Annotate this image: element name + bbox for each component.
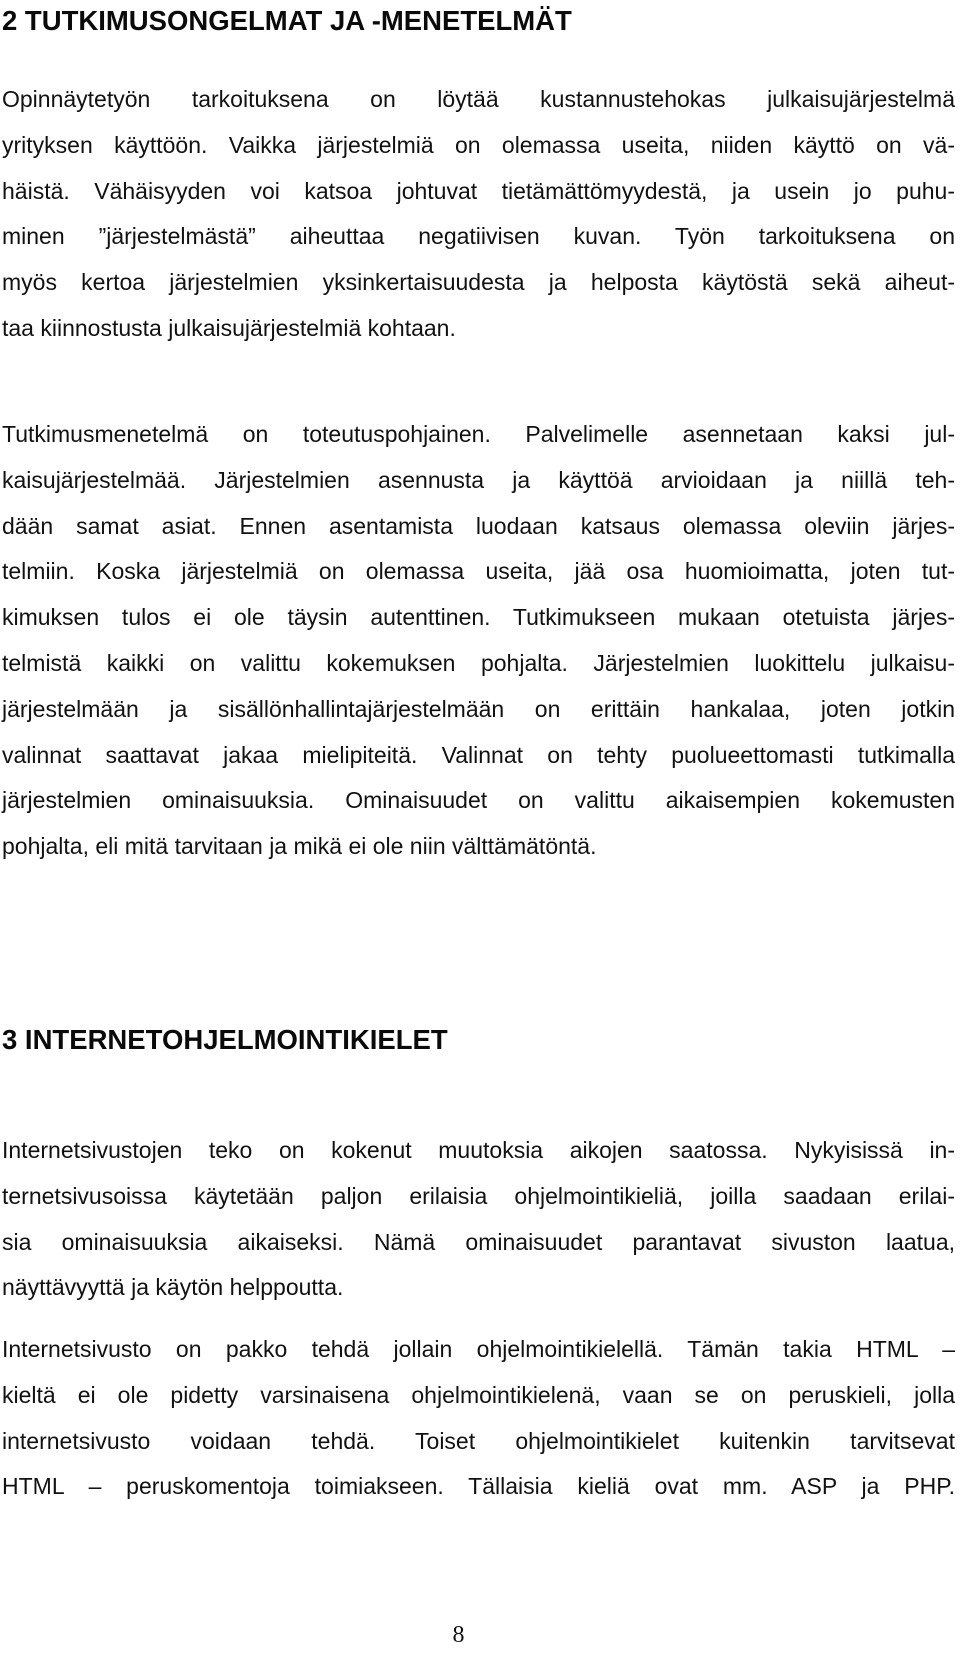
text-line: järjestelmien ominaisuuksia. Ominaisuudet on valittu aikaisempien kokemusten <box>2 787 955 814</box>
text-line: HTML – peruskomentoja toimiakseen. Tällaisia kieliä ovat mm. ASP ja PHP. <box>2 1473 955 1500</box>
text-line: sia ominaisuuksia aikaiseksi. Nämä ominaisuudet parantavat sivuston laatua, <box>2 1228 955 1255</box>
text-line: taa kiinnostusta julkaisujärjestelmiä kohtaan. <box>2 314 456 341</box>
text-line: Internetsivustojen teko on kokenut muutoksia aikojen saatossa. Nykyisissä in- <box>2 1137 955 1163</box>
text-line: Tutkimusmenetelmä on toteutuspohjainen. Palvelimelle asennetaan kaksi jul- <box>2 421 955 447</box>
text-line: Internetsivusto on pakko tehdä jollain ohjelmointikielellä. Tämän takia HTML – <box>2 1336 955 1362</box>
paragraph-web-development <box>2 1128 955 1311</box>
text-line: häistä. Vähäisyyden voi katsoa johtuvat tietämättömyydestä, ja usein jo puhu- <box>2 177 955 204</box>
text-line: telmiin. Koska järjestelmiä on olemassa useita, jää osa huomioimatta, joten tut- <box>2 558 955 585</box>
text-line: kieltä ei ole pidetty varsinaisena ohjelmointikielenä, vaan se on peruskieli, jolla <box>2 1381 955 1408</box>
text-line: yrityksen käyttöön. Vaikka järjestelmiä on olemassa useita, niiden käyttö on vä- <box>2 131 955 158</box>
text-line: telmistä kaikki on valittu kokemuksen pohjalta. Järjestelmien luokittelu julkaisu- <box>2 649 955 676</box>
text-line: pohjalta, eli mitä tarvitaan ja mikä ei ole niin välttämätöntä. <box>2 833 597 860</box>
paragraph-purpose <box>2 77 955 352</box>
text-line: dään samat asiat. Ennen asentamista luodaan katsaus olemassa oleviin järjes- <box>2 512 955 539</box>
text-line: myös kertoa järjestelmien yksinkertaisuudesta ja helposta käytöstä sekä aiheut- <box>2 269 955 296</box>
text-line: minen ”järjestelmästä” aiheuttaa negatiivisen kuvan. Työn tarkoituksena on <box>2 223 955 250</box>
text-line: internetsivusto voidaan tehdä. Toiset ohjelmointikielet kuitenkin tarvitsevat <box>2 1427 955 1454</box>
text-line: ternetsivusoissa käytetään paljon erilaisia ohjelmointikieliä, joilla saadaan erilai- <box>2 1182 955 1209</box>
paragraph-html <box>2 1327 955 1510</box>
text-line: valinnat saattavat jakaa mielipiteitä. Valinnat on tehty puolueettomasti tutkimalla <box>2 741 955 768</box>
text-line: Opinnäytetyön tarkoituksena on löytää kustannustehokas julkaisujärjestelmä <box>2 86 955 112</box>
text-line: näyttävyyttä ja käytön helppoutta. <box>2 1274 344 1301</box>
text-line: kimuksen tulos ei ole täysin autenttinen. Tutkimukseen mukaan otetuista järjes- <box>2 604 955 631</box>
text-line: järjestelmään ja sisällönhallintajärjestelmään on erittäin hankalaa, joten jotkin <box>2 695 955 722</box>
section-heading-3: 3 INTERNETOHJELMOINTIKIELET <box>2 1024 448 1055</box>
text-line: kaisujärjestelmää. Järjestelmien asennusta ja käyttöä arvioidaan ja niillä teh- <box>2 466 955 493</box>
paragraph-method <box>2 412 955 870</box>
page-number: 8 <box>452 1622 465 1648</box>
section-heading-2: 2 TUTKIMUSONGELMAT JA -MENETELMÄT <box>2 5 572 36</box>
